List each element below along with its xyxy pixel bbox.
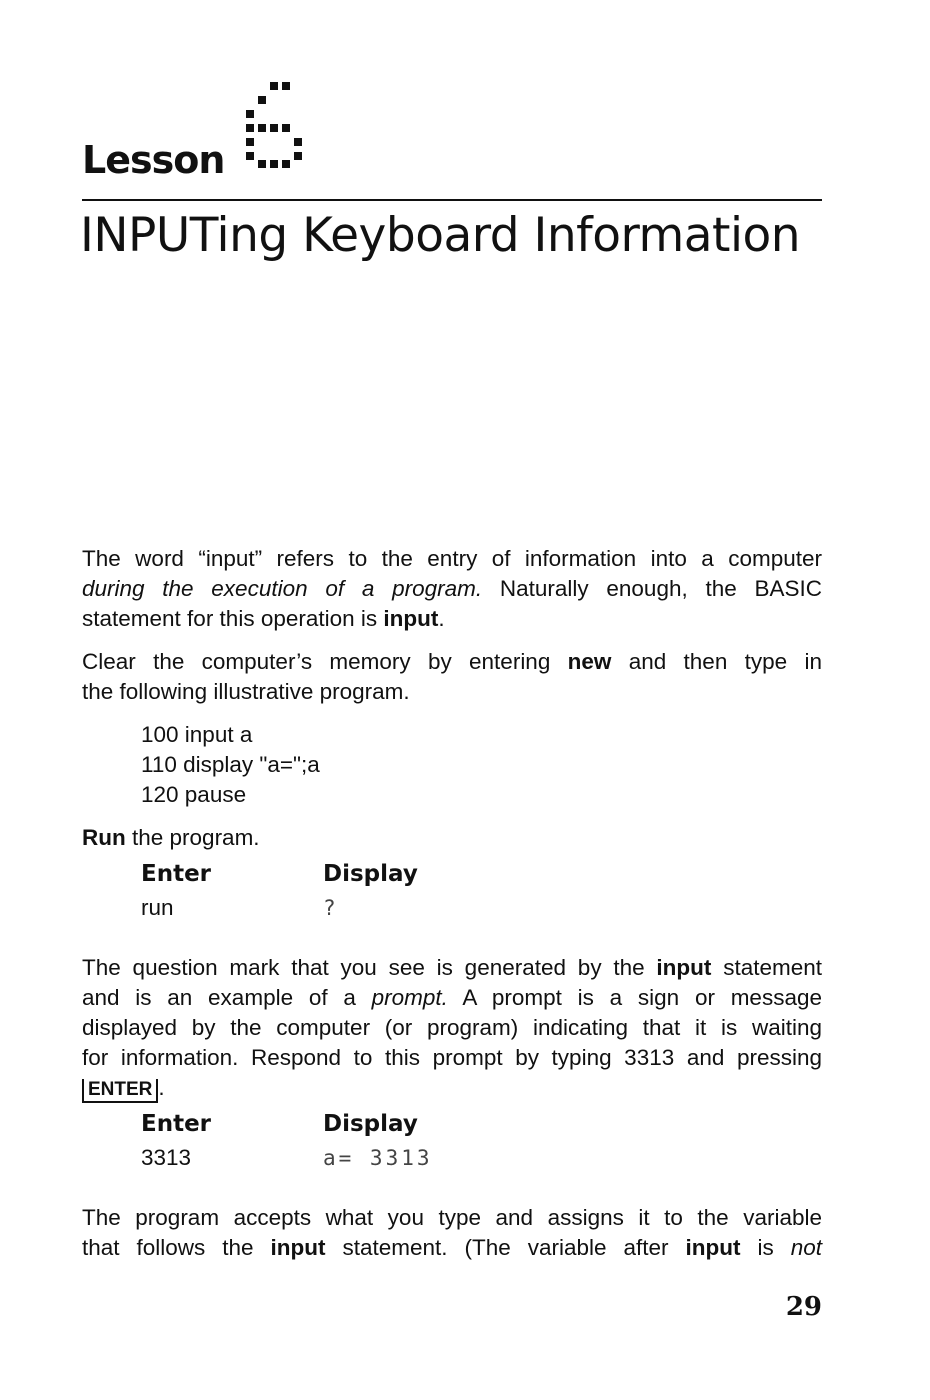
program-listing xyxy=(82,720,822,810)
paragraph-3-line-5: ENTER . xyxy=(82,1073,822,1103)
program-line: 100 input a xyxy=(141,722,253,747)
enter-display-table-2 xyxy=(82,1109,822,1177)
keyword-input: input xyxy=(270,1235,326,1260)
enter-key-icon: ENTER xyxy=(82,1079,158,1103)
program-line: 120 pause xyxy=(141,782,247,807)
enter-value: run xyxy=(141,895,174,920)
paragraph-3-line-1: The question mark that you see is generated by the input statement xyxy=(82,955,822,980)
paragraph-4-line-1: The program accepts what you type and assigns it to the variable xyxy=(82,1205,822,1230)
paragraph-2-line-2: the following illustrative program. xyxy=(82,679,410,704)
keyword-input: input xyxy=(383,606,439,631)
paragraph-3-line-3: displayed by the computer (or program) indicating that it is waiting xyxy=(82,1015,822,1040)
emphasis-text: during the execution of a program. xyxy=(82,576,483,601)
emphasis-text: not xyxy=(790,1235,822,1260)
keyword-input: input xyxy=(685,1235,741,1260)
header-rule xyxy=(82,199,822,201)
lesson-number-dot-matrix-six xyxy=(232,70,312,180)
display-column-header: Display xyxy=(323,1111,418,1137)
keyword-input: input xyxy=(656,955,712,980)
display-value: a= 3313 xyxy=(323,1146,433,1170)
paragraph-3-line-2: and is an example of a prompt. A prompt is a sign or message xyxy=(82,985,822,1010)
paragraph-2-line-1: Clear the computer’s memory by entering new and then type in xyxy=(82,649,822,674)
emphasis-text: prompt. xyxy=(371,985,448,1010)
keyword-run: Run xyxy=(82,825,126,850)
enter-display-table-1 xyxy=(82,859,822,927)
program-line: 110 display "a=";a xyxy=(141,752,320,777)
display-value: ? xyxy=(323,896,339,920)
paragraph-4-line-2: that follows the input statement. (The variable after input is not xyxy=(82,1235,822,1260)
paragraph-1-line-1: The word “input” refers to the entry of information into a computer xyxy=(82,546,822,571)
paragraph-1-line-3: statement for this operation is input. xyxy=(82,606,445,631)
body-text xyxy=(82,544,822,1263)
enter-column-header: Enter xyxy=(141,861,212,887)
paragraph-1-line-2: during the execution of a program. Naturally enough, the BASIC xyxy=(82,576,822,601)
run-instruction: Run the program. xyxy=(82,825,260,850)
display-column-header: Display xyxy=(323,861,418,887)
enter-value: 3313 xyxy=(141,1145,192,1170)
keyword-new: new xyxy=(567,649,612,674)
paragraph-3-line-4: for information. Respond to this prompt by typing 3313 and pressing xyxy=(82,1045,822,1070)
lesson-title: INPUTing Keyboard Information xyxy=(80,208,801,263)
enter-column-header: Enter xyxy=(141,1111,212,1137)
page-number: 29 xyxy=(785,1292,822,1322)
lesson-label: Lesson xyxy=(82,138,225,182)
